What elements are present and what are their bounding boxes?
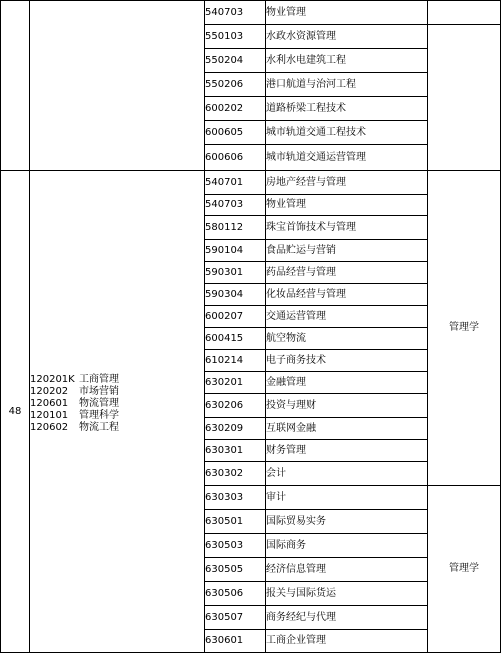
vocational-name-cell: 投资与理财: [266, 394, 428, 418]
vocational-name-cell: 电子商务技术: [266, 350, 428, 372]
vocational-code-cell: 580112: [205, 216, 266, 240]
undergrad-majors-list: [30, 374, 204, 434]
vocational-code-cell: 540701: [205, 171, 266, 195]
vocational-code-cell: 550204: [205, 49, 266, 73]
vocational-name-cell: 城市轨道交通运营管理: [266, 145, 428, 171]
undergrad-major-code: 120101: [30, 409, 69, 421]
vocational-code-cell: 590301: [205, 262, 266, 284]
vocational-name-cell: 物业管理: [266, 1, 428, 25]
vocational-name-cell: 商务经纪与代理: [266, 606, 428, 630]
vocational-name-cell: 国际贸易实务: [266, 510, 428, 534]
vocational-name-cell: 财务管理: [266, 440, 428, 462]
vocational-name-cell: 水利水电建筑工程: [266, 49, 428, 73]
vocational-code-cell: 630209: [205, 418, 266, 440]
category-cell-empty: [428, 25, 501, 171]
vocational-code-cell: 630601: [205, 630, 266, 653]
undergrad-major-code: 120201K: [30, 373, 75, 385]
vocational-code-cell: 630206: [205, 394, 266, 418]
vocational-code-cell: 600415: [205, 328, 266, 350]
undergrad-major-item: [30, 374, 204, 386]
undergrad-major-name: 市场营销: [79, 385, 119, 397]
undergrad-major-name: 工商管理: [79, 373, 119, 385]
index-cell-empty: [1, 1, 30, 171]
vocational-name-cell: 港口航道与治河工程: [266, 73, 428, 97]
vocational-code-cell: 610214: [205, 350, 266, 372]
vocational-name-cell: 航空物流: [266, 328, 428, 350]
vocational-code-cell: 630501: [205, 510, 266, 534]
vocational-code-cell: 600202: [205, 97, 266, 121]
vocational-name-cell: 互联网金融: [266, 418, 428, 440]
vocational-name-cell: 交通运营管理: [266, 306, 428, 328]
vocational-name-cell: 物业管理: [266, 195, 428, 216]
vocational-name-cell: 会计: [266, 462, 428, 486]
vocational-code-cell: 630506: [205, 582, 266, 606]
vocational-code-cell: 630503: [205, 534, 266, 558]
vocational-code-cell: 630303: [205, 486, 266, 510]
vocational-name-cell: 水政水资源管理: [266, 25, 428, 49]
undergrad-major-code: 120602: [30, 421, 69, 433]
undergrad-major-item: [30, 422, 204, 434]
undergrad-majors-cell-empty: [30, 1, 205, 171]
table-row: [1, 1, 501, 25]
vocational-code-cell: 630507: [205, 606, 266, 630]
category-cell: 管理学: [428, 486, 501, 653]
vocational-code-cell: 600606: [205, 145, 266, 171]
vocational-name-cell: 珠宝首饰技术与管理: [266, 216, 428, 240]
vocational-name-cell: 审计: [266, 486, 428, 510]
vocational-name-cell: 食品贮运与营销: [266, 240, 428, 262]
undergrad-majors-cell: [30, 171, 205, 653]
vocational-code-cell: 550206: [205, 73, 266, 97]
table-row: [1, 171, 501, 195]
vocational-code-cell: 630201: [205, 372, 266, 394]
undergrad-major-item: [30, 410, 204, 422]
vocational-code-cell: 630302: [205, 462, 266, 486]
vocational-name-cell: 道路桥梁工程技术: [266, 97, 428, 121]
vocational-name-cell: 金融管理: [266, 372, 428, 394]
vocational-code-cell: 600207: [205, 306, 266, 328]
table-body: [1, 1, 501, 653]
undergrad-major-name: 管理科学: [79, 409, 119, 421]
vocational-name-cell: 城市轨道交通工程技术: [266, 121, 428, 145]
vocational-code-cell: 590304: [205, 284, 266, 306]
vocational-code-cell: 540703: [205, 1, 266, 25]
category-cell-empty: [428, 1, 501, 25]
undergrad-major-code: 120601: [30, 397, 69, 409]
vocational-code-cell: 630301: [205, 440, 266, 462]
category-cell: 管理学: [428, 171, 501, 486]
undergrad-major-name: 物流工程: [79, 421, 119, 433]
vocational-name-cell: 药品经营与管理: [266, 262, 428, 284]
vocational-name-cell: 国际商务: [266, 534, 428, 558]
undergrad-major-item: [30, 386, 204, 398]
vocational-name-cell: 报关与国际货运: [266, 582, 428, 606]
vocational-name-cell: 经济信息管理: [266, 558, 428, 582]
undergrad-major-name: 物流管理: [79, 397, 119, 409]
undergrad-major-code: 120202: [30, 385, 69, 397]
vocational-name-cell: 化妆品经营与管理: [266, 284, 428, 306]
vocational-code-cell: 540703: [205, 195, 266, 216]
vocational-code-cell: 550103: [205, 25, 266, 49]
vocational-code-cell: 590104: [205, 240, 266, 262]
vocational-name-cell: 房地产经营与管理: [266, 171, 428, 195]
vocational-code-cell: 630505: [205, 558, 266, 582]
undergrad-major-item: [30, 398, 204, 410]
vocational-code-cell: 600605: [205, 121, 266, 145]
vocational-name-cell: 工商企业管理: [266, 630, 428, 653]
index-cell: 48: [1, 171, 30, 653]
